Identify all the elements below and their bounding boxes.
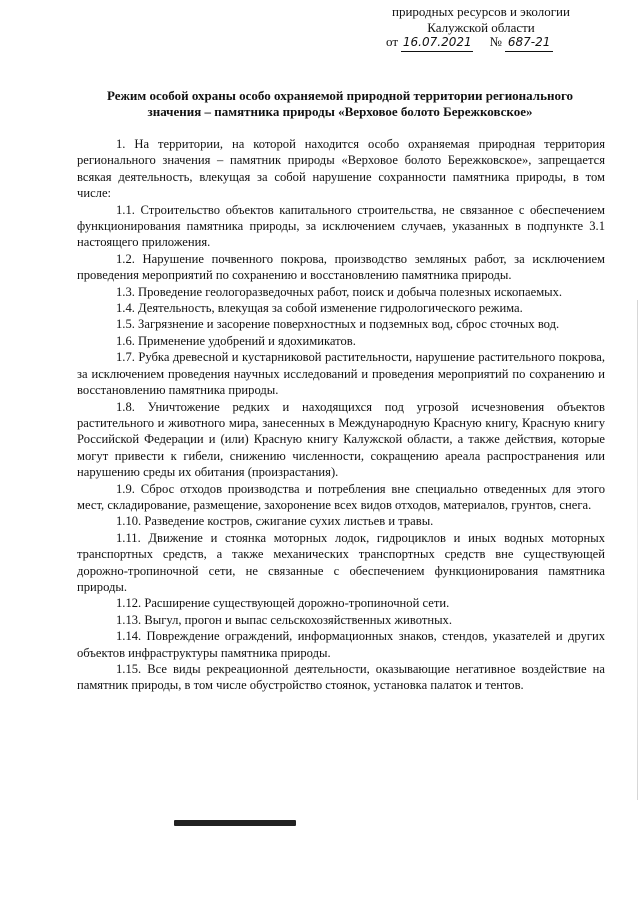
paragraph-1-3: 1.3. Проведение геологоразведочных работ, поиск и добыча полезных ископаемых. [116, 284, 563, 299]
order-number-label: № [489, 34, 502, 49]
document-header [370, 0, 592, 36]
paragraph-1-11: 1.11. Движение и стоянка моторных лодок, гидроциклов и иных водных моторных транспортных средств, а также механических транспортных средств вне существующей дорожно-тропиночной сети, не связанные с обеспечением функционирования памятника природы. [77, 530, 605, 594]
paragraph-1-5: 1.5. Загрязнение и засорение поверхностных и подземных вод, сброс сточных вод. [116, 317, 560, 332]
title-line-2: значения – памятника природы «Верховое болото Бережковское» [147, 104, 533, 119]
paragraph-1-8: 1.8. Уничтожение редких и находящихся под угрозой исчезновения объектов растительного и животного мира, занесенных в Международную Красную книгу, Красную книгу Российской Федерации и (или) Красную книгу Калужской области, а также действия, которые могут привести к гибели, снижению численности, сокращению ареала распространения или нарушению среды их обитания (произрастания). [77, 399, 605, 480]
paragraph-1-9: 1.9. Сброс отходов производства и потребления вне специально отведенных для этого мест, складирование, размещение, захоронение всех видов отходов, материалов, грунтов, снега. [77, 481, 605, 512]
header-region-line: Калужской области [427, 20, 535, 35]
order-reference [386, 33, 608, 52]
paragraph-1-14: 1.14. Повреждение ограждений, информационных знаков, стендов, указателей и других объектов инфраструктуры памятника природы. [77, 629, 605, 660]
order-date: 16.07.2021 [401, 33, 473, 52]
paragraph-1: 1. На территории, на которой находится особо охраняемая природная территория регионального значения – памятник природы «Верховое болото Бережковское», запрещается всякая деятельность, влекущая за собой нарушение сохранности памятника природы, в том числе: [77, 137, 605, 201]
document-title [75, 88, 605, 120]
paragraph-1-15: 1.15. Все виды рекреационной деятельности, оказывающие негативное воздействие на памятник природы, в том числе обустройство стоянок, установка палаток и тентов. [77, 662, 605, 693]
paragraph-1-12: 1.12. Расширение существующей дорожно-тропиночной сети. [116, 596, 450, 611]
header-ministry-line: природных ресурсов и экологии [392, 4, 570, 19]
paragraph-1-6: 1.6. Применение удобрений и ядохимикатов. [116, 333, 356, 348]
title-line-1: Режим особой охраны особо охраняемой природной территории регионального [106, 88, 574, 103]
document-body [77, 136, 605, 694]
paragraph-1-7: 1.7. Рубка древесной и кустарниковой растительности, нарушение растительного покрова, за исключением проведения научных исследований и проведения мероприятий по сохранению и восстановлению памятника природы. [77, 350, 605, 398]
paragraph-1-1: 1.1. Строительство объектов капитального строительства, не связанное с обеспечением функционирования памятника природы, за исключением случаев, указанных в подпункте 3.1 настоящего приложения. [77, 202, 605, 250]
redacted-signature-mark [174, 820, 296, 826]
order-number: 687-21 [505, 33, 553, 52]
scan-edge-shadow [637, 300, 638, 800]
paragraph-1-13: 1.13. Выгул, прогон и выпас сельскохозяйственных животных. [116, 612, 452, 627]
paragraph-1-4: 1.4. Деятельность, влекущая за собой изменение гидрологического режима. [116, 301, 523, 316]
paragraph-1-2: 1.2. Нарушение почвенного покрова, производство земляных работ, за исключением проведения мероприятий по сохранению и восстановлению памятника природы. [77, 251, 605, 283]
paragraph-1-10: 1.10. Разведение костров, сжигание сухих листьев и травы. [116, 514, 434, 529]
order-from-label: от [386, 34, 399, 49]
